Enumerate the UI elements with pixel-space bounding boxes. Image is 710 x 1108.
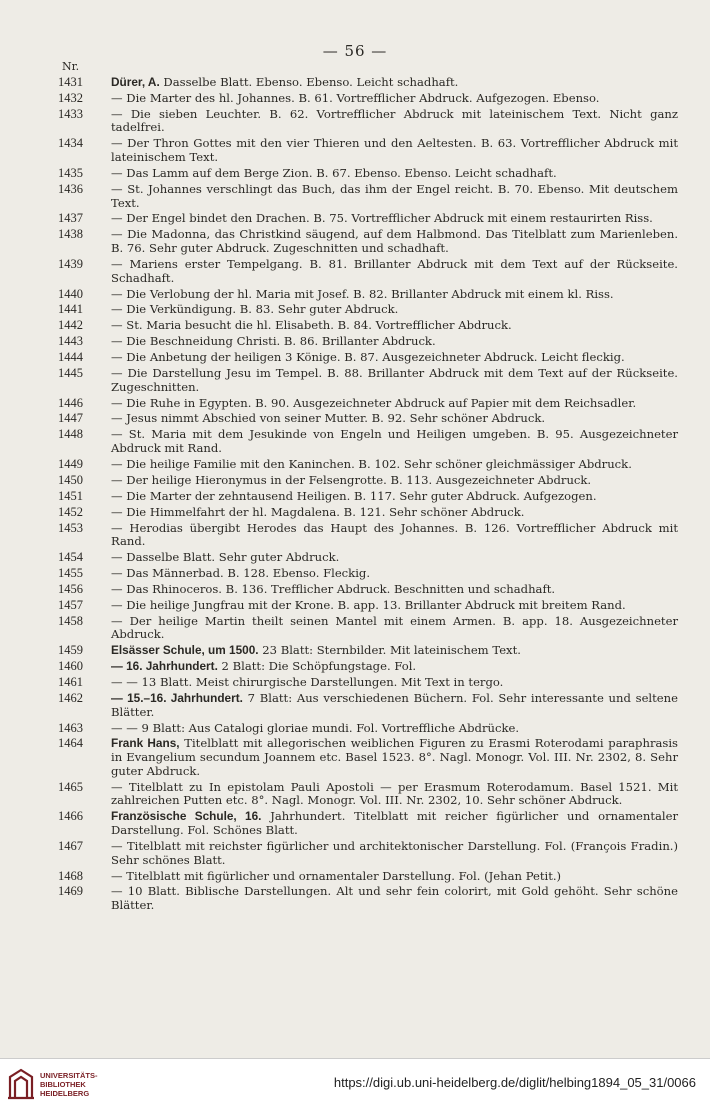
entry-text — [111, 722, 678, 736]
entry-text — [111, 474, 678, 488]
entry-number: 1450 — [58, 472, 83, 487]
entry-description: — Die Ruhe in Egypten. B. 90. Ausgezeichneter Abdruck auf Papier mit dem Reichsadler. — [111, 395, 637, 410]
entry-number: 1458 — [58, 613, 83, 628]
entry-text — [111, 522, 678, 549]
entry-text — [111, 335, 678, 349]
entry-number: 1467 — [58, 838, 83, 853]
entry-description: — Herodias übergibt Herodes das Haupt des Johannes. B. 126. Vortrefflicher Abdruck mit Rand. — [111, 520, 678, 549]
catalog-entry — [58, 258, 678, 285]
entry-text — [111, 288, 678, 302]
entry-description: — Der Thron Gottes mit den vier Thieren und den Aeltesten. B. 63. Vortrefflicher Abdruck mit lateinischem Text. — [111, 136, 678, 165]
catalog-entry — [58, 870, 678, 884]
catalog-entry — [58, 397, 678, 411]
entry-description: — Die Marter der zehntausend Heiligen. B. 117. Sehr guter Abdruck. Aufgezogen. — [111, 488, 597, 503]
entry-heading: Französische Schule, 16. — [111, 809, 262, 824]
entry-description: — Die Verlobung der hl. Maria mit Josef. B. 82. Brillanter Abdruck mit einem kl. Riss. — [111, 286, 614, 301]
entry-description: — Der heilige Martin theilt seinen Mantel mit einem Armen. B. app. 18. Ausgezeichneter Abdruck. — [111, 613, 678, 642]
entry-number: 1457 — [58, 597, 83, 612]
entry-text — [111, 108, 678, 135]
catalog-entry — [58, 367, 678, 394]
catalog-entry — [58, 474, 678, 488]
entry-number: 1436 — [58, 181, 83, 196]
entry-number: 1445 — [58, 365, 83, 380]
entry-text — [111, 737, 678, 778]
catalog-entry — [58, 108, 678, 135]
entry-text — [111, 303, 678, 317]
entry-description: — St. Johannes verschlingt das Buch, das ihm der Engel reicht. B. 70. Ebenso. Mit deutschem Text. — [111, 181, 678, 210]
entry-heading: — 16. Jahrhundert. — [111, 659, 218, 674]
entry-text — [111, 258, 678, 285]
entry-text — [111, 212, 678, 226]
entry-description: — Die Himmelfahrt der hl. Magdalena. B. 121. Sehr schöner Abdruck. — [111, 504, 525, 519]
entry-number: 1466 — [58, 809, 83, 824]
entry-number: 1456 — [58, 581, 83, 596]
entry-description: 23 Blatt: Sternbilder. Mit lateinischem Text. — [262, 643, 521, 658]
entry-number: 1463 — [58, 720, 83, 735]
source-url[interactable]: https://digi.ub.uni-heidelberg.de/diglit/helbing1894_05_31/0066 — [333, 1075, 696, 1090]
entry-description: — — 9 Blatt: Aus Catalogi gloriae mundi. Fol. Vortreffliche Abdrücke. — [111, 720, 520, 735]
entry-description: — Die Marter des hl. Johannes. B. 61. Vortrefflicher Abdruck. Aufgezogen. Ebenso. — [111, 90, 600, 105]
catalog-entry — [58, 335, 678, 349]
entry-number: 1434 — [58, 136, 83, 151]
entry-number: 1443 — [58, 334, 83, 349]
entry-number: 1448 — [58, 427, 83, 442]
entry-number: 1469 — [58, 884, 83, 899]
entry-description: — Titelblatt zu In epistolam Pauli Apostoli — per Erasmum Roterodamum. Basel 1521. Mit zahlreichen Putten etc. 8°. Nagl. Monogr. Vol. III. Nr. 2302, 10. Sehr schöner Abdruck. — [111, 779, 678, 808]
catalog-entry — [58, 885, 678, 912]
entry-heading: Frank Hans, — [111, 736, 180, 751]
entry-text — [111, 781, 678, 808]
entry-description: — Das Rhinoceros. B. 136. Trefflicher Abdruck. Beschnitten und schadhaft. — [111, 581, 556, 596]
entry-text — [111, 692, 678, 719]
entry-number: 1432 — [58, 90, 83, 105]
catalog-entry — [58, 840, 678, 867]
entry-number: 1433 — [58, 106, 83, 121]
entry-number: 1437 — [58, 211, 83, 226]
entry-description: — Dasselbe Blatt. Sehr guter Abdruck. — [111, 550, 340, 565]
entry-number: 1461 — [58, 675, 83, 690]
catalog-entry — [58, 412, 678, 426]
entry-description: — 10 Blatt. Biblische Darstellungen. Alt und sehr fein colorirt, mit Gold gehöht. Sehr schöne Blätter. — [111, 884, 678, 913]
catalog-entry — [58, 212, 678, 226]
entry-description: Titelblatt mit allegorischen weiblichen Figuren zu Erasmi Roterodami paraphrasis in Evangelium secundum Joannem etc. Basel 1523. 8°. Nagl. Monogr. Vol. III. Nr. 2302, 8. Sehr guter Abdruck. — [111, 736, 679, 778]
entry-number: 1444 — [58, 350, 83, 365]
entry-text — [111, 660, 678, 674]
entry-description: 2 Blatt: Die Schöpfungstage. Fol. — [221, 659, 417, 674]
catalog-entry — [58, 490, 678, 504]
entry-description: — Das Männerbad. B. 128. Ebenso. Fleckig. — [111, 566, 371, 580]
catalog-entry — [58, 92, 678, 106]
entry-text — [111, 319, 678, 333]
entry-description: — Die Madonna, das Christkind säugend, auf dem Halbmond. Das Titelblatt zum Marienleben. B. 76. Sehr guter Abdruck. Zugeschnitten und schadhaft. — [111, 227, 678, 256]
catalog-entry — [58, 599, 678, 613]
catalog-entry — [58, 522, 678, 549]
entry-text — [111, 137, 678, 164]
entry-heading: — 15.–16. Jahrhundert. — [111, 690, 243, 705]
entry-description: — Die Darstellung Jesu im Tempel. B. 88. Brillanter Abdruck mit dem Text auf der Rückseite. Zugeschnitten. — [111, 365, 678, 394]
entry-text — [111, 885, 678, 912]
catalog-entry — [58, 303, 678, 317]
catalog-entry — [58, 551, 678, 565]
catalog-entry — [58, 644, 678, 658]
entry-description: — Die Anbetung der heiligen 3 Könige. B. 87. Ausgezeichneter Abdruck. Leicht fleckig. — [111, 350, 625, 365]
catalog-entry — [58, 737, 678, 778]
entry-description: — St. Maria besucht die hl. Elisabeth. B. 84. Vortrefflicher Abdruck. — [111, 318, 512, 333]
entry-description: — Die sieben Leuchter. B. 62. Vortrefflicher Abdruck mit lateinischem Text. Nicht ganz tadelfrei. — [111, 106, 678, 135]
catalog-entry — [58, 781, 678, 808]
entry-description: — Der Engel bindet den Drachen. B. 75. Vortrefflicher Abdruck mit einem restaurirten Riss. — [111, 211, 653, 226]
entry-text — [111, 351, 678, 365]
catalog-entry — [58, 351, 678, 365]
entry-text — [111, 92, 678, 106]
entry-text — [111, 551, 678, 565]
entry-heading: Dürer, A. — [111, 75, 160, 89]
entry-number: 1454 — [58, 550, 83, 565]
entry-description: 7 Blatt: Aus verschiedenen Büchern. Fol. Sehr interessante und seltene Blätter. — [111, 690, 678, 719]
entry-number: 1465 — [58, 779, 83, 794]
entry-description: — Der heilige Hieronymus in der Felsengrotte. B. 113. Ausgezeichneter Abdruck. — [111, 472, 592, 487]
entry-description: — Jesus nimmt Abschied von seiner Mutter. B. 92. Sehr schöner Abdruck. — [111, 411, 546, 426]
entry-description: — Titelblatt mit figürlicher und ornamentaler Darstellung. Fol. (Jehan Petit.) — [111, 868, 562, 883]
entry-text — [111, 228, 678, 255]
entry-number: 1462 — [58, 690, 83, 705]
institution-name: UNIVERSITÄTS- BIBLIOTHEK HEIDELBERG — [40, 1071, 98, 1098]
entry-description: — Titelblatt mit reichster figürlicher und architektonischer Darstellung. Fol. (François Fradin.) Sehr schönes Blatt. — [111, 838, 678, 867]
catalog-entry — [58, 228, 678, 255]
entry-description: — Die heilige Jungfrau mit der Krone. B. app. 13. Brillanter Abdruck mit breitem Rand. — [111, 597, 626, 612]
entry-text — [111, 183, 678, 210]
catalog-entry — [58, 583, 678, 597]
entry-number: 1452 — [58, 504, 83, 519]
entry-text — [111, 367, 678, 394]
entry-text — [111, 644, 678, 658]
entry-text — [111, 840, 678, 867]
entry-description: — Die Verkündigung. B. 83. Sehr guter Abdruck. — [111, 302, 399, 317]
entry-text — [111, 397, 678, 411]
catalog-entry — [58, 692, 678, 719]
entry-description: Jahrhundert. Titelblatt mit reicher figürlicher und ornamentaler Darstellung. Fol. Schönes Blatt. — [111, 809, 678, 838]
entry-number: 1438 — [58, 227, 83, 242]
entry-number: 1455 — [58, 566, 83, 580]
entry-text — [111, 599, 678, 613]
entry-description: Dasselbe Blatt. Ebenso. Ebenso. Leicht schadhaft. — [163, 75, 459, 89]
entry-number: 1431 — [58, 75, 83, 89]
catalog-entry — [58, 167, 678, 181]
entry-description: — Die Beschneidung Christi. B. 86. Brillanter Abdruck. — [111, 334, 436, 349]
entry-number: 1435 — [58, 165, 83, 180]
entry-number: 1459 — [58, 643, 83, 658]
catalog-entry — [58, 567, 678, 581]
entry-text — [111, 490, 678, 504]
entry-number: 1447 — [58, 411, 83, 426]
entry-number: 1442 — [58, 318, 83, 333]
entry-text — [111, 458, 678, 472]
entry-number: 1440 — [58, 286, 83, 301]
page-number: — 56 — — [322, 42, 388, 60]
catalog-entry — [58, 183, 678, 210]
entry-number: 1449 — [58, 456, 83, 471]
catalog-entry — [58, 288, 678, 302]
entry-text — [111, 428, 678, 455]
entry-text — [111, 567, 678, 581]
entry-text — [111, 810, 678, 837]
catalog-entry — [58, 137, 678, 164]
entry-number: 1464 — [58, 736, 83, 751]
entry-number: 1451 — [58, 488, 83, 503]
entry-number: 1439 — [58, 256, 83, 271]
entry-number: 1441 — [58, 302, 83, 317]
entry-text — [111, 676, 678, 690]
entry-description: — Die heilige Familie mit den Kaninchen. B. 102. Sehr schöner gleichmässiger Abdruck. — [111, 456, 632, 471]
entry-text — [111, 583, 678, 597]
catalog-entry — [58, 810, 678, 837]
entry-description: — St. Maria mit dem Jesukinde von Engeln und Heiligen umgeben. B. 95. Ausgezeichneter Abdruck mit Rand. — [111, 427, 678, 456]
entry-number: 1460 — [58, 659, 83, 674]
column-label: Nr. — [62, 60, 80, 73]
catalog-entry — [58, 676, 678, 690]
catalog-entry — [58, 660, 678, 674]
entry-number: 1453 — [58, 520, 83, 535]
entry-text — [111, 412, 678, 426]
catalog-entry — [58, 722, 678, 736]
entry-text — [111, 167, 678, 181]
entry-number: 1446 — [58, 395, 83, 410]
catalog-entries — [58, 76, 678, 915]
entry-description: — Das Lamm auf dem Berge Zion. B. 67. Ebenso. Ebenso. Leicht schadhaft. — [111, 165, 557, 180]
catalog-entry — [58, 615, 678, 642]
footer-bar — [0, 1058, 710, 1108]
catalog-entry — [58, 76, 678, 90]
entry-heading: Elsässer Schule, um 1500. — [111, 643, 259, 658]
entry-description: — Mariens erster Tempelgang. B. 81. Brillanter Abdruck mit dem Text auf der Rückseite. Schadhaft. — [111, 256, 678, 285]
entry-text — [111, 870, 678, 884]
entry-text — [111, 506, 678, 520]
entry-text — [111, 76, 678, 90]
entry-text — [111, 615, 678, 642]
entry-number: 1468 — [58, 868, 83, 883]
entry-description: — — 13 Blatt. Meist chirurgische Darstellungen. Mit Text in tergo. — [111, 675, 504, 690]
catalog-entry — [58, 319, 678, 333]
catalog-entry — [58, 458, 678, 472]
library-logo-icon — [6, 1067, 36, 1101]
catalog-entry — [58, 428, 678, 455]
catalog-entry — [58, 506, 678, 520]
